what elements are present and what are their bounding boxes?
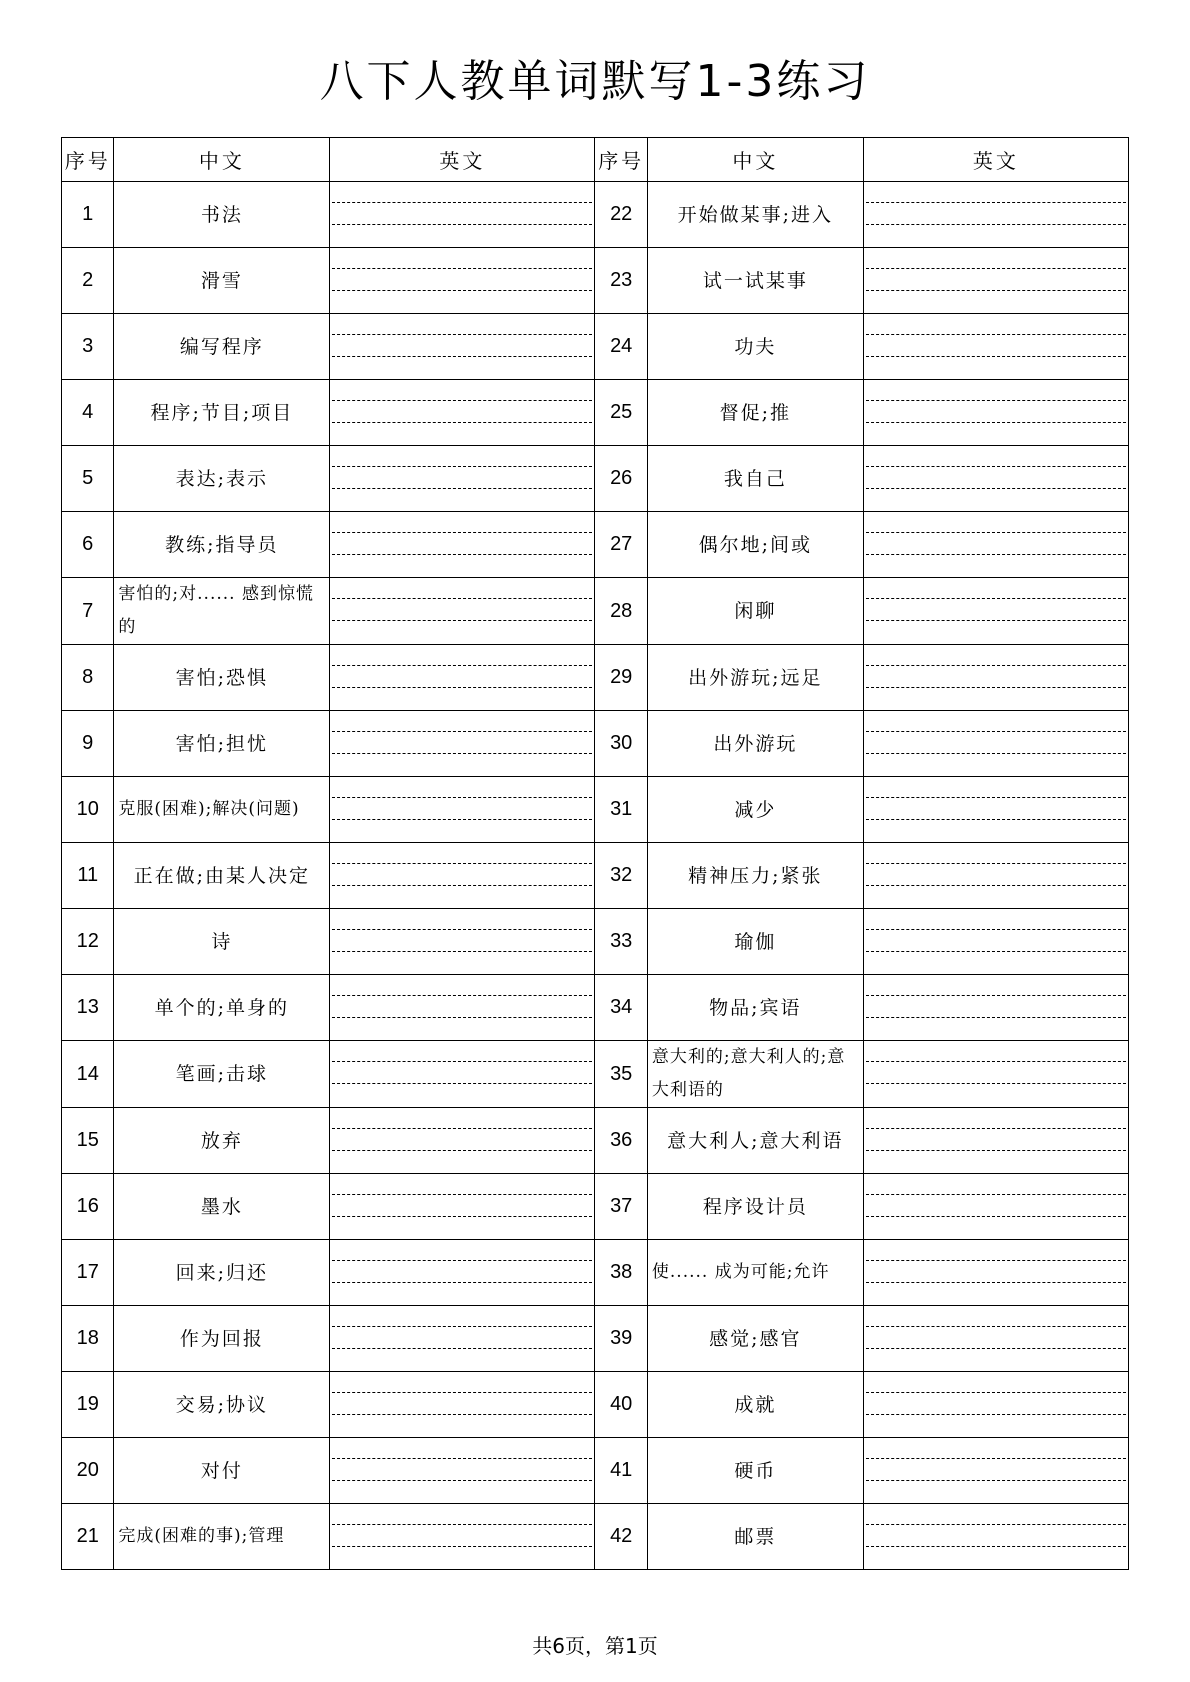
dashed-writing-line: [332, 1326, 592, 1327]
table-row: [62, 182, 1129, 248]
chinese-word-left: 表达;表示: [114, 446, 330, 512]
dashed-writing-line: [866, 532, 1126, 533]
row-number-right: 42: [595, 1504, 647, 1570]
dashed-writing-line: [332, 466, 592, 467]
dashed-writing-line: [332, 687, 592, 688]
dashed-writing-line: [332, 1524, 592, 1525]
dashed-writing-line: [332, 1150, 592, 1151]
english-answer-field-left[interactable]: [330, 1504, 595, 1570]
row-number-left: 7: [62, 578, 114, 645]
dashed-writing-line: [866, 334, 1126, 335]
english-answer-field-right[interactable]: [863, 446, 1128, 512]
english-answer-field-left[interactable]: [330, 248, 595, 314]
dashed-writing-line: [866, 1546, 1126, 1547]
table-row: [62, 446, 1129, 512]
table-row: [62, 1372, 1129, 1438]
table-row: [62, 909, 1129, 975]
english-answer-field-left[interactable]: [330, 182, 595, 248]
table-row: [62, 711, 1129, 777]
row-number-right: 24: [595, 314, 647, 380]
dashed-writing-line: [866, 1348, 1126, 1349]
page-title: 八下人教单词默写1-3练习: [319, 56, 871, 107]
dashed-writing-line: [332, 224, 592, 225]
english-answer-field-left[interactable]: [330, 711, 595, 777]
dashed-writing-line: [332, 1458, 592, 1459]
chinese-word-right: 使...... 成为可能;允许: [647, 1240, 863, 1306]
chinese-word-left: 交易;协议: [114, 1372, 330, 1438]
chinese-word-right: 出外游玩: [647, 711, 863, 777]
dashed-writing-line: [866, 885, 1126, 886]
row-number-left: 19: [62, 1372, 114, 1438]
row-number-right: 41: [595, 1438, 647, 1504]
dashed-writing-line: [332, 753, 592, 754]
table-row: [62, 1240, 1129, 1306]
dashed-writing-line: [866, 1524, 1126, 1525]
chinese-word-right: 瑜伽: [647, 909, 863, 975]
chinese-word-right: 督促;推: [647, 380, 863, 446]
english-answer-field-right[interactable]: [863, 1504, 1128, 1570]
row-number-right: 32: [595, 843, 647, 909]
table-row: [62, 1306, 1129, 1372]
row-number-left: 8: [62, 645, 114, 711]
row-number-left: 21: [62, 1504, 114, 1570]
dashed-writing-line: [866, 1194, 1126, 1195]
dashed-writing-line: [332, 268, 592, 269]
chinese-word-right: 开始做某事;进入: [647, 182, 863, 248]
dashed-writing-line: [866, 731, 1126, 732]
row-number-left: 1: [62, 182, 114, 248]
row-number-right: 27: [595, 512, 647, 578]
dashed-writing-line: [866, 1017, 1126, 1018]
chinese-word-left: 害怕;担忧: [114, 711, 330, 777]
page-footer: 共6页，第1页: [532, 1634, 658, 1658]
row-number-right: 40: [595, 1372, 647, 1438]
chinese-word-right: 意大利人;意大利语: [647, 1108, 863, 1174]
table-row: [62, 1041, 1129, 1108]
dashed-writing-line: [866, 1392, 1126, 1393]
row-number-left: 14: [62, 1041, 114, 1108]
english-answer-field-left[interactable]: [330, 1438, 595, 1504]
table-row: [62, 578, 1129, 645]
chinese-word-left: 编写程序: [114, 314, 330, 380]
dashed-writing-line: [332, 1546, 592, 1547]
english-answer-field-left[interactable]: [330, 1174, 595, 1240]
row-number-left: 2: [62, 248, 114, 314]
row-number-left: 15: [62, 1108, 114, 1174]
english-answer-field-right[interactable]: [863, 314, 1128, 380]
dashed-writing-line: [866, 1260, 1126, 1261]
chinese-word-right: 硬币: [647, 1438, 863, 1504]
english-answer-field-right[interactable]: [863, 512, 1128, 578]
table-row: [62, 1438, 1129, 1504]
dashed-writing-line: [332, 400, 592, 401]
row-number-left: 20: [62, 1438, 114, 1504]
dashed-writing-line: [866, 753, 1126, 754]
english-answer-field-right[interactable]: [863, 1240, 1128, 1306]
dashed-writing-line: [332, 334, 592, 335]
dashed-writing-line: [866, 929, 1126, 930]
english-answer-field-right[interactable]: [863, 1108, 1128, 1174]
dashed-writing-line: [866, 1061, 1126, 1062]
dashed-writing-line: [866, 1083, 1126, 1084]
row-number-right: 23: [595, 248, 647, 314]
dashed-writing-line: [866, 1282, 1126, 1283]
dashed-writing-line: [332, 620, 592, 621]
english-answer-field-right[interactable]: [863, 1372, 1128, 1438]
dashed-writing-line: [332, 731, 592, 732]
dashed-writing-line: [866, 1458, 1126, 1459]
dashed-writing-line: [866, 598, 1126, 599]
chinese-word-left: 单个的;单身的: [114, 975, 330, 1041]
chinese-word-left: 书法: [114, 182, 330, 248]
english-answer-field-right[interactable]: [863, 645, 1128, 711]
english-answer-field-right[interactable]: [863, 1041, 1128, 1108]
row-number-right: 25: [595, 380, 647, 446]
row-number-right: 28: [595, 578, 647, 645]
row-number-left: 18: [62, 1306, 114, 1372]
row-number-left: 16: [62, 1174, 114, 1240]
english-answer-field-left[interactable]: [330, 975, 595, 1041]
english-answer-field-left[interactable]: [330, 1041, 595, 1108]
dashed-writing-line: [332, 1128, 592, 1129]
vocabulary-table: [61, 137, 1129, 1570]
chinese-word-right: 闲聊: [647, 578, 863, 645]
row-number-left: 13: [62, 975, 114, 1041]
dashed-writing-line: [332, 885, 592, 886]
dashed-writing-line: [332, 797, 592, 798]
english-answer-field-right[interactable]: [863, 1306, 1128, 1372]
chinese-word-right: 减少: [647, 777, 863, 843]
dashed-writing-line: [332, 1194, 592, 1195]
dashed-writing-line: [332, 1216, 592, 1217]
table-row: [62, 843, 1129, 909]
english-answer-field-left[interactable]: [330, 777, 595, 843]
row-number-right: 35: [595, 1041, 647, 1108]
table-header-row: [62, 138, 1129, 182]
dashed-writing-line: [332, 1414, 592, 1415]
table-row: [62, 645, 1129, 711]
english-answer-field-left[interactable]: [330, 314, 595, 380]
chinese-word-left: 作为回报: [114, 1306, 330, 1372]
dashed-writing-line: [866, 554, 1126, 555]
row-number-left: 10: [62, 777, 114, 843]
table-row: [62, 1108, 1129, 1174]
table-row: [62, 975, 1129, 1041]
chinese-word-left: 笔画;击球: [114, 1041, 330, 1108]
table-row: [62, 512, 1129, 578]
dashed-writing-line: [332, 202, 592, 203]
dashed-writing-line: [866, 1128, 1126, 1129]
dashed-writing-line: [866, 1414, 1126, 1415]
row-number-right: 26: [595, 446, 647, 512]
dashed-writing-line: [866, 1326, 1126, 1327]
english-answer-field-right[interactable]: [863, 975, 1128, 1041]
dashed-writing-line: [332, 554, 592, 555]
chinese-word-left: 诗: [114, 909, 330, 975]
english-answer-field-left[interactable]: [330, 909, 595, 975]
dashed-writing-line: [332, 1348, 592, 1349]
chinese-word-right: 试一试某事: [647, 248, 863, 314]
dashed-writing-line: [866, 797, 1126, 798]
chinese-word-left: 墨水: [114, 1174, 330, 1240]
chinese-word-right: 出外游玩;远足: [647, 645, 863, 711]
dashed-writing-line: [866, 400, 1126, 401]
table-row: [62, 248, 1129, 314]
english-answer-field-left[interactable]: [330, 1306, 595, 1372]
chinese-word-left: 害怕的;对...... 感到惊慌的: [114, 578, 330, 645]
dashed-writing-line: [332, 819, 592, 820]
dashed-writing-line: [866, 202, 1126, 203]
row-number-right: 37: [595, 1174, 647, 1240]
dashed-writing-line: [866, 687, 1126, 688]
chinese-word-right: 意大利的;意大利人的;意大利语的: [647, 1041, 863, 1108]
dashed-writing-line: [866, 488, 1126, 489]
dashed-writing-line: [866, 1216, 1126, 1217]
english-answer-field-right[interactable]: [863, 1174, 1128, 1240]
dashed-writing-line: [866, 995, 1126, 996]
dashed-writing-line: [866, 466, 1126, 467]
chinese-word-left: 正在做;由某人决定: [114, 843, 330, 909]
chinese-word-left: 程序;节目;项目: [114, 380, 330, 446]
dashed-writing-line: [332, 598, 592, 599]
dashed-writing-line: [332, 422, 592, 423]
dashed-writing-line: [332, 488, 592, 489]
english-answer-field-left[interactable]: [330, 446, 595, 512]
row-number-left: 11: [62, 843, 114, 909]
table-row: [62, 1504, 1129, 1570]
english-answer-field-right[interactable]: [863, 777, 1128, 843]
english-answer-field-right[interactable]: [863, 380, 1128, 446]
chinese-word-left: 滑雪: [114, 248, 330, 314]
english-answer-field-left[interactable]: [330, 1108, 595, 1174]
english-answer-field-left[interactable]: [330, 512, 595, 578]
table-row: [62, 777, 1129, 843]
row-number-left: 9: [62, 711, 114, 777]
dashed-writing-line: [332, 1017, 592, 1018]
chinese-word-right: 物品;宾语: [647, 975, 863, 1041]
row-number-right: 31: [595, 777, 647, 843]
row-number-left: 6: [62, 512, 114, 578]
header-no-right: 序号: [595, 138, 647, 182]
row-number-right: 29: [595, 645, 647, 711]
english-answer-field-left[interactable]: [330, 645, 595, 711]
table-row: [62, 380, 1129, 446]
dashed-writing-line: [866, 1480, 1126, 1481]
chinese-word-right: 感觉;感官: [647, 1306, 863, 1372]
dashed-writing-line: [332, 951, 592, 952]
english-answer-field-right[interactable]: [863, 182, 1128, 248]
header-cn-left: 中文: [114, 138, 330, 182]
dashed-writing-line: [866, 422, 1126, 423]
dashed-writing-line: [866, 356, 1126, 357]
row-number-right: 36: [595, 1108, 647, 1174]
dashed-writing-line: [332, 995, 592, 996]
chinese-word-left: 教练;指导员: [114, 512, 330, 578]
dashed-writing-line: [332, 1083, 592, 1084]
table-row: [62, 1174, 1129, 1240]
english-answer-field-left[interactable]: [330, 578, 595, 645]
chinese-word-left: 放弃: [114, 1108, 330, 1174]
header-en-right: 英文: [863, 138, 1128, 182]
dashed-writing-line: [866, 1150, 1126, 1151]
dashed-writing-line: [866, 665, 1126, 666]
dashed-writing-line: [866, 224, 1126, 225]
dashed-writing-line: [866, 290, 1126, 291]
english-answer-field-right[interactable]: [863, 1438, 1128, 1504]
chinese-word-right: 邮票: [647, 1504, 863, 1570]
english-answer-field-left[interactable]: [330, 380, 595, 446]
table-body: [62, 182, 1129, 1570]
english-answer-field-right[interactable]: [863, 711, 1128, 777]
chinese-word-right: 程序设计员: [647, 1174, 863, 1240]
header-cn-right: 中文: [647, 138, 863, 182]
chinese-word-left: 完成(困难的事);管理: [114, 1504, 330, 1570]
row-number-right: 34: [595, 975, 647, 1041]
row-number-right: 22: [595, 182, 647, 248]
chinese-word-left: 对付: [114, 1438, 330, 1504]
dashed-writing-line: [332, 665, 592, 666]
chinese-word-right: 功夫: [647, 314, 863, 380]
row-number-right: 30: [595, 711, 647, 777]
header-en-left: 英文: [330, 138, 595, 182]
row-number-left: 5: [62, 446, 114, 512]
dashed-writing-line: [332, 1260, 592, 1261]
dashed-writing-line: [866, 951, 1126, 952]
row-number-right: 38: [595, 1240, 647, 1306]
dashed-writing-line: [332, 1282, 592, 1283]
chinese-word-left: 回来;归还: [114, 1240, 330, 1306]
chinese-word-right: 精神压力;紧张: [647, 843, 863, 909]
row-number-left: 17: [62, 1240, 114, 1306]
dashed-writing-line: [332, 929, 592, 930]
dashed-writing-line: [332, 1392, 592, 1393]
dashed-writing-line: [866, 620, 1126, 621]
english-answer-field-right[interactable]: [863, 248, 1128, 314]
row-number-left: 3: [62, 314, 114, 380]
english-answer-field-left[interactable]: [330, 1372, 595, 1438]
dashed-writing-line: [332, 1061, 592, 1062]
english-answer-field-right[interactable]: [863, 578, 1128, 645]
header-no-left: 序号: [62, 138, 114, 182]
table-row: [62, 314, 1129, 380]
row-number-left: 12: [62, 909, 114, 975]
chinese-word-left: 害怕;恐惧: [114, 645, 330, 711]
chinese-word-right: 偶尔地;间或: [647, 512, 863, 578]
chinese-word-left: 克服(困难);解决(问题): [114, 777, 330, 843]
dashed-writing-line: [866, 819, 1126, 820]
chinese-word-right: 我自己: [647, 446, 863, 512]
dashed-writing-line: [332, 290, 592, 291]
dashed-writing-line: [866, 863, 1126, 864]
dashed-writing-line: [332, 1480, 592, 1481]
english-answer-field-right[interactable]: [863, 843, 1128, 909]
dashed-writing-line: [332, 863, 592, 864]
dashed-writing-line: [866, 268, 1126, 269]
row-number-right: 33: [595, 909, 647, 975]
row-number-right: 39: [595, 1306, 647, 1372]
dashed-writing-line: [332, 532, 592, 533]
english-answer-field-left[interactable]: [330, 843, 595, 909]
english-answer-field-right[interactable]: [863, 909, 1128, 975]
dashed-writing-line: [332, 356, 592, 357]
chinese-word-right: 成就: [647, 1372, 863, 1438]
english-answer-field-left[interactable]: [330, 1240, 595, 1306]
row-number-left: 4: [62, 380, 114, 446]
